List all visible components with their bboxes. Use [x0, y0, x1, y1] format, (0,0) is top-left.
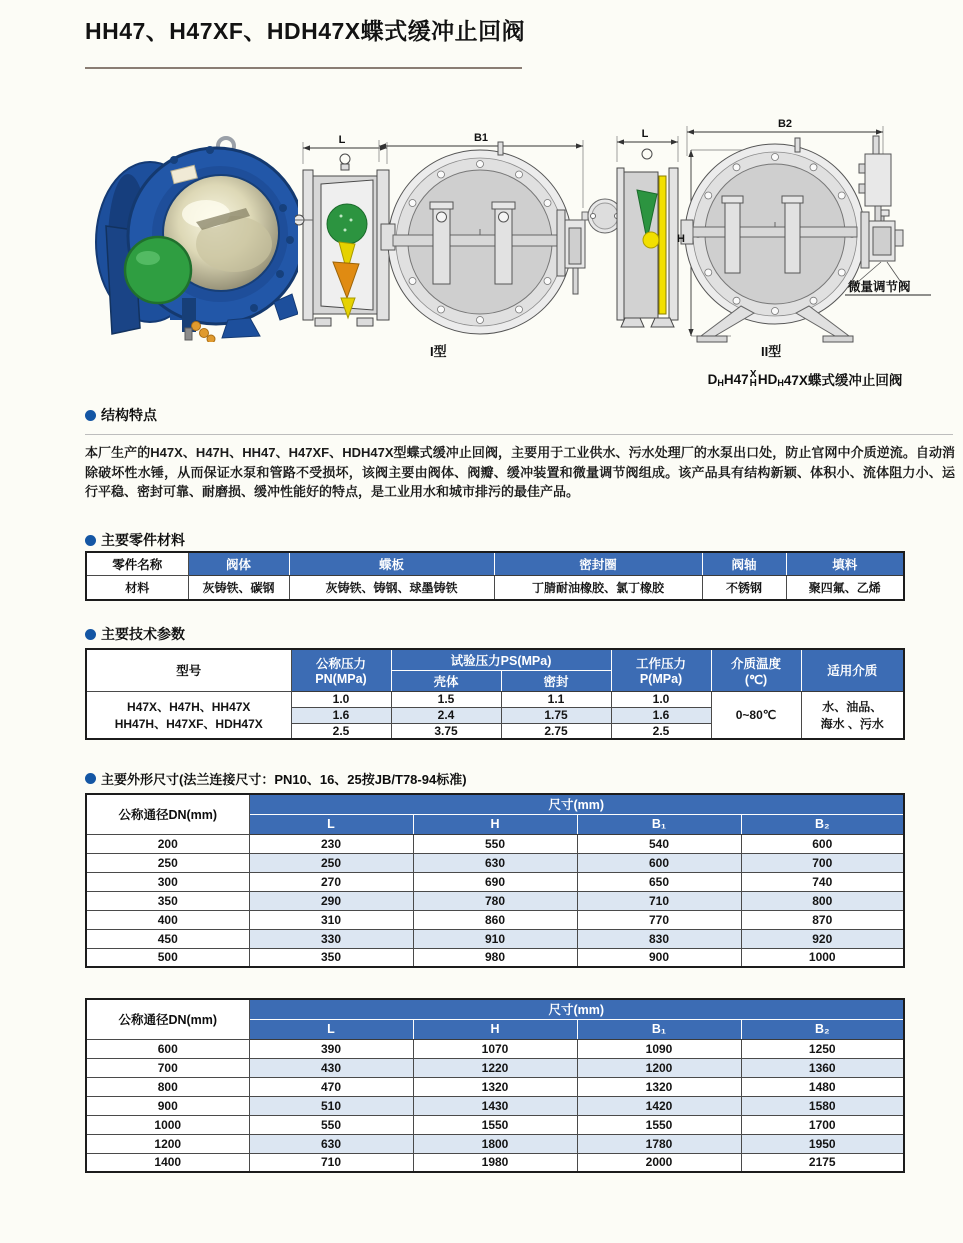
dimensions-table-2 — [85, 998, 905, 1173]
table-cell: 700 — [86, 1058, 249, 1077]
table-cell: 1420 — [577, 1096, 741, 1115]
table-cell: 900 — [577, 948, 741, 967]
table-row — [86, 891, 904, 910]
table-cell: 1980 — [413, 1153, 577, 1172]
table-row — [86, 853, 904, 872]
table-cell: 1.0 — [611, 691, 711, 707]
col-header-working-pressure — [611, 649, 711, 691]
table-row — [86, 1153, 904, 1172]
table-cell: 1430 — [413, 1096, 577, 1115]
technical-drawings — [295, 112, 960, 404]
dim-label-L-type2: L — [641, 128, 649, 140]
section-title: 主要外形尺寸(法兰连接尺寸：PN10、16、25按JB/T78-94标准) — [101, 772, 467, 787]
table-cell: 800 — [86, 1077, 249, 1096]
table-cell: 980 — [413, 948, 577, 967]
col-header-media-temp — [711, 649, 801, 691]
table-cell: 270 — [249, 872, 413, 891]
table-cell: 灰铸铁、碳钢 — [188, 575, 289, 600]
tech-params-table — [85, 648, 905, 740]
table-cell: 540 — [577, 834, 741, 853]
table-cell: 500 — [86, 948, 249, 967]
table-cell: 1.0 — [291, 691, 391, 707]
table-cell: 1320 — [577, 1077, 741, 1096]
table-row — [86, 1077, 904, 1096]
model-line: HH47H、H47XF、HDH47X — [114, 716, 263, 731]
bullet-icon — [85, 535, 96, 546]
table-row — [86, 1115, 904, 1134]
table-cell: 860 — [413, 910, 577, 929]
col-header-L: L — [249, 1019, 413, 1039]
caption-type1: I型 — [430, 344, 447, 359]
section-divider — [85, 434, 953, 435]
micro-adjust-valve-device — [869, 210, 903, 261]
formula-part: D — [707, 371, 718, 387]
section-title: 结构特点 — [101, 407, 157, 423]
product-photo — [78, 130, 298, 342]
table-cell: 350 — [86, 891, 249, 910]
table-cell: 600 — [86, 1039, 249, 1058]
table-cell: 1950 — [741, 1134, 904, 1153]
bullet-icon — [85, 773, 96, 784]
formula-frac-bottom: H — [749, 378, 757, 389]
table-header-row — [86, 552, 904, 575]
header-line: 介质温度 — [731, 656, 782, 671]
table-cell: 1550 — [413, 1115, 577, 1134]
table-cell: 灰铸铁、铸钢、球墨铸铁 — [289, 575, 494, 600]
table-cell: 710 — [577, 891, 741, 910]
table-cell: 1800 — [413, 1134, 577, 1153]
table-cell: 780 — [413, 891, 577, 910]
model-cell — [86, 691, 291, 739]
table-row — [86, 1134, 904, 1153]
table-cell: 550 — [249, 1115, 413, 1134]
valve-front-view-type2 — [681, 126, 905, 342]
table-cell: 310 — [249, 910, 413, 929]
table-row — [86, 1058, 904, 1077]
table-cell: 600 — [741, 834, 904, 853]
media-line: 水、油品、 — [822, 699, 883, 714]
table-cell: 870 — [741, 910, 904, 929]
table-cell: 1480 — [741, 1077, 904, 1096]
section-heading-materials — [85, 530, 185, 550]
table-cell: 1550 — [577, 1115, 741, 1134]
table-cell: 丁腈耐油橡胶、氯丁橡胶 — [494, 575, 702, 600]
table-cell: 1.1 — [501, 691, 611, 707]
table-cell: 1400 — [86, 1153, 249, 1172]
col-header-B2: B₂ — [741, 814, 904, 834]
counterweight-cover — [125, 237, 191, 303]
pilot-cylinder-device — [859, 136, 891, 221]
col-header-part-name: 零件名称 — [86, 552, 188, 575]
table-cell: 770 — [577, 910, 741, 929]
table-cell: 290 — [249, 891, 413, 910]
micro-valve-label: 微量调节阀 — [848, 280, 911, 294]
table-cell: 1780 — [577, 1134, 741, 1153]
table-cell: 1320 — [413, 1077, 577, 1096]
table-cell: 不锈钢 — [702, 575, 786, 600]
dim-label-B1: B1 — [473, 132, 489, 144]
col-header-stem: 阀轴 — [702, 552, 786, 575]
formula-frac-top: X — [749, 369, 757, 380]
disc-seal-strip — [659, 176, 666, 314]
col-header-model: 型号 — [86, 649, 291, 691]
table-cell: 1220 — [413, 1058, 577, 1077]
table-cell: 250 — [86, 853, 249, 872]
table-cell: 2175 — [741, 1153, 904, 1172]
dim-label-H: H — [677, 233, 685, 245]
table-cell: 2.75 — [501, 723, 611, 739]
table-row — [86, 1096, 904, 1115]
table-cell: 1.5 — [391, 691, 501, 707]
table-cell: 聚四氟、乙烯 — [786, 575, 904, 600]
dim-label-B2: B2 — [777, 118, 793, 130]
table-cell: 400 — [86, 910, 249, 929]
row-label: 材料 — [86, 575, 188, 600]
col-header-packing: 填料 — [786, 552, 904, 575]
table-cell: 740 — [741, 872, 904, 891]
table-row — [86, 834, 904, 853]
table-cell: 1.6 — [291, 707, 391, 723]
col-header-dn: 公称通径DN(mm) — [86, 999, 249, 1039]
header-line: PN(MPa) — [315, 672, 367, 687]
features-paragraph: 本厂生产的H47X、H47H、HH47、H47XF、HDH47X型蝶式缓冲止回阀，主要用于工业供水、污水处理厂的水泵出口处，防止官网中介质逆流。自动消除破坏性水锤，从而保证水泵和管路不受损坏，该阀主要由阀体、阀瓣、缓冲装置和微量调节阀组成。该产品具有结构新颖、体积小、流体阻力小、运行平稳、密封可靠、耐磨损、缓冲性能好的特点，是工业用水和城市排污的最佳产品。 — [85, 445, 955, 499]
header-line: P(MPa) — [639, 672, 683, 687]
table-row — [86, 1039, 904, 1058]
valve-body-photo — [96, 138, 298, 342]
table-cell: 900 — [86, 1096, 249, 1115]
table-cell: 390 — [249, 1039, 413, 1058]
drain-plug — [185, 328, 192, 340]
table-cell: 300 — [86, 872, 249, 891]
media-cell — [801, 691, 904, 739]
table-cell: 550 — [413, 834, 577, 853]
table-cell: 2000 — [577, 1153, 741, 1172]
valve-front-view-type1 — [379, 140, 585, 334]
table-cell: 910 — [413, 929, 577, 948]
dimensions-table-1 — [85, 793, 905, 968]
table-cell: 830 — [577, 929, 741, 948]
header-line: 公称压力 — [315, 657, 366, 672]
bullet-icon — [85, 629, 96, 640]
table-cell: 1200 — [577, 1058, 741, 1077]
col-header-H: H — [413, 814, 577, 834]
table-cell: 1.6 — [611, 707, 711, 723]
table-cell: 250 — [249, 853, 413, 872]
table-header-row — [86, 649, 904, 670]
table-cell: 800 — [741, 891, 904, 910]
table-cell: 1200 — [86, 1134, 249, 1153]
table-cell: 330 — [249, 929, 413, 948]
table-cell: 1070 — [413, 1039, 577, 1058]
col-header-B2: B₂ — [741, 1019, 904, 1039]
section-heading-features — [85, 405, 157, 425]
table-row — [86, 929, 904, 948]
formula-subscript: H — [777, 378, 784, 388]
foot — [222, 318, 260, 338]
table-cell: 630 — [249, 1134, 413, 1153]
table-row — [86, 691, 904, 707]
model-designation — [655, 369, 955, 389]
table-header-row — [86, 999, 904, 1019]
table-cell: 690 — [413, 872, 577, 891]
table-cell: 230 — [249, 834, 413, 853]
formula-part: 47X蝶式缓冲止回阀 — [783, 373, 903, 388]
page-title: HH47、H47XF、HDH47X蝶式缓冲止回阀 — [85, 18, 526, 44]
section-title: 主要零件材料 — [101, 532, 185, 548]
valve-side-view-type1 — [295, 142, 389, 326]
formula-part: HD — [757, 371, 778, 387]
table-cell: 1000 — [741, 948, 904, 967]
table-cell: 3.75 — [391, 723, 501, 739]
col-header-seal-ring: 密封圈 — [494, 552, 702, 575]
table-cell: 1700 — [741, 1115, 904, 1134]
header-line: 工作压力 — [636, 657, 687, 672]
col-header-body: 阀体 — [188, 552, 289, 575]
caption-type2: II型 — [761, 344, 782, 359]
col-header-applicable-media: 适用介质 — [801, 649, 904, 691]
section-title: 主要技术参数 — [101, 626, 185, 642]
table-cell: 1360 — [741, 1058, 904, 1077]
bullet-icon — [85, 410, 96, 421]
col-header-H: H — [413, 1019, 577, 1039]
table-cell: 1090 — [577, 1039, 741, 1058]
col-header-dn: 公称通径DN(mm) — [86, 794, 249, 834]
table-header-row — [86, 794, 904, 814]
table-cell: 2.5 — [291, 723, 391, 739]
media-line: 海水 、污水 — [820, 716, 884, 731]
section-heading-tech — [85, 624, 185, 644]
col-header-seal: 密封 — [501, 670, 611, 691]
table-cell: 650 — [577, 872, 741, 891]
col-header-size: 尺寸(mm) — [249, 999, 904, 1019]
table-cell: 350 — [249, 948, 413, 967]
table-row — [86, 872, 904, 891]
materials-table — [85, 551, 905, 601]
col-header-size: 尺寸(mm) — [249, 794, 904, 814]
damper-bracket — [557, 210, 565, 276]
col-header-test-pressure: 试验压力PS(MPa) — [391, 649, 611, 670]
formula-subscript: H — [717, 378, 724, 388]
table-cell: 450 — [86, 929, 249, 948]
col-header-disc: 蝶板 — [289, 552, 494, 575]
table-cell: 920 — [741, 929, 904, 948]
table-row — [86, 575, 904, 600]
table-cell: 710 — [249, 1153, 413, 1172]
header-line: (℃) — [744, 672, 768, 687]
table-cell: 470 — [249, 1077, 413, 1096]
valve-photo-illustration — [78, 130, 298, 342]
table-cell: 1250 — [741, 1039, 904, 1058]
table-row — [86, 948, 904, 967]
table-row — [86, 910, 904, 929]
col-header-L: L — [249, 814, 413, 834]
table-cell: 1.75 — [501, 707, 611, 723]
table-cell: 200 — [86, 834, 249, 853]
dim-label-L-type1: L — [338, 134, 346, 146]
temp-cell: 0~80℃ — [711, 691, 801, 739]
title-divider — [85, 67, 522, 69]
table-cell: 430 — [249, 1058, 413, 1077]
col-header-pn — [291, 649, 391, 691]
table-cell: 2.4 — [391, 707, 501, 723]
table-cell: 600 — [577, 853, 741, 872]
table-cell: 1000 — [86, 1115, 249, 1134]
table-cell: 1580 — [741, 1096, 904, 1115]
col-header-B1: B₁ — [577, 814, 741, 834]
section-heading-dimensions — [85, 769, 467, 788]
formula-part: H47 — [723, 371, 749, 387]
col-header-shell: 壳体 — [391, 670, 501, 691]
formula-fraction — [750, 370, 757, 388]
table-cell: 2.5 — [611, 723, 711, 739]
col-header-B1: B₁ — [577, 1019, 741, 1039]
table-cell: 700 — [741, 853, 904, 872]
model-line: H47X、H47H、HH47X — [127, 699, 251, 714]
table-cell: 630 — [413, 853, 577, 872]
valve-side-view-type2 — [617, 136, 678, 327]
table-cell: 510 — [249, 1096, 413, 1115]
